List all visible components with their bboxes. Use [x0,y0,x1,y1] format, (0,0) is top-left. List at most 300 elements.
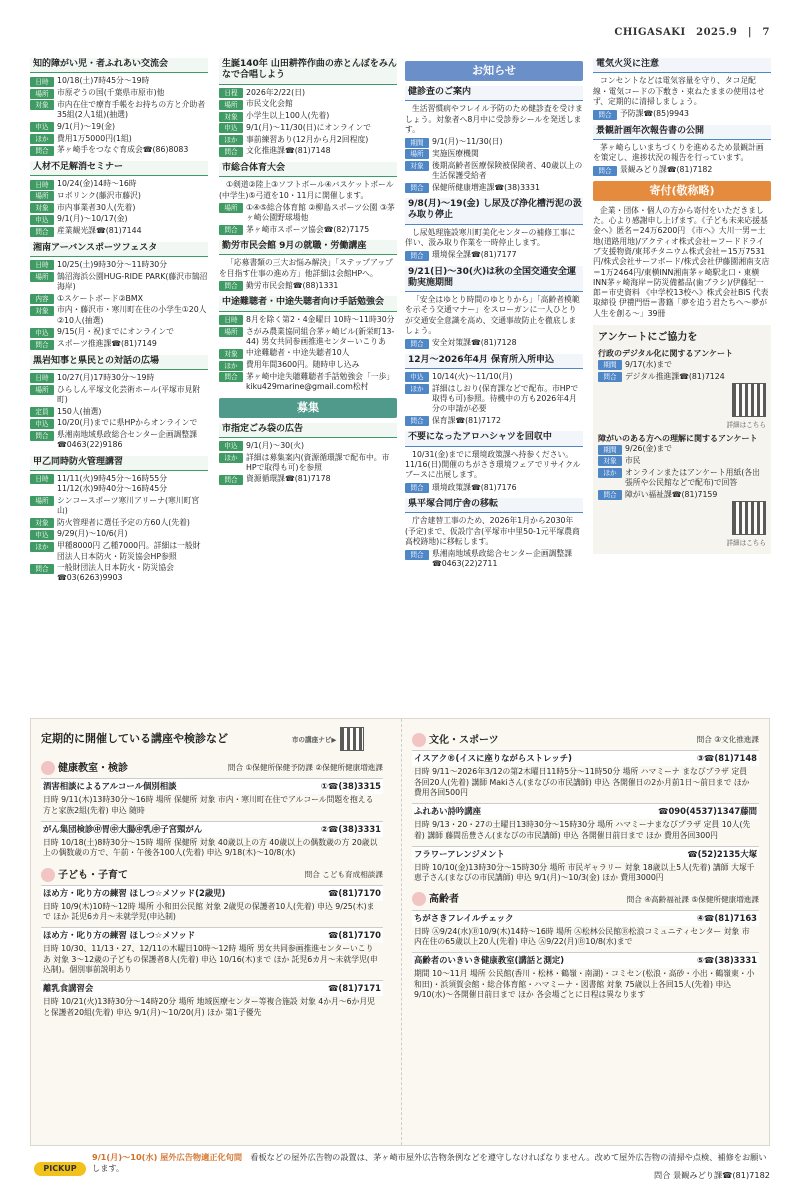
row-tag: 問合 [219,475,243,485]
category-dot-icon [41,761,55,775]
info-row [30,203,208,214]
row-value: 11/11(火)9時45分～16時55分 11/12(水)9時40分～16時45分 [57,473,168,494]
row-value: 費用年間3600円。随時申し込み [246,360,360,370]
info-row [219,441,397,452]
row-tag: 対象 [30,203,54,213]
row-tag: 場所 [30,89,54,99]
info-row [30,418,208,429]
row-value: 予防課☎(85)9943 [620,109,689,119]
course-header [412,751,759,766]
info-row [405,384,583,415]
info-row [598,490,766,501]
row-value: 8月を除く第2・4金曜日 10時～11時30分 [246,314,395,324]
info-row [30,214,208,225]
section-title: 市総合体育大会 [219,162,397,177]
course-header [41,779,383,794]
course-body: 日時 9/13・20・27の土曜日13時30分～15時30分 場所 ハマミーナまなびプラザ 定員 10人(先着) 講師 藤間岳豊さん(まなびの市民講師) 申込 各開催日前日まで ほか 費用各回300円 [414,820,751,840]
category-contact: 問合 ①保健所保健予防課 ②保健所健康増進課 [227,763,383,773]
row-tag: 問合 [30,227,54,237]
info-row [219,327,397,348]
course-title: ちがさきフレイルチェック [414,912,514,923]
info-row [219,474,397,485]
row-tag: 日時 [30,474,54,484]
row-tag: 場所 [219,203,243,213]
regular-courses-title: 定期的に開催している講座や検診など 市の講座ナビ▶ [41,727,383,751]
category-dot-icon [41,868,55,882]
course-body: 日時 10/30、11/13・27、12/11の木曜日10時～12時 場所 男女共同参画推進センターいこりあ 対象 3～12歳の子どもの保護者8人(先着) 申込 10/16(木)まで ほか 託児6カ月～未就学児(申込制)。個別事前説明あり [43,944,378,974]
category-label: 文化・スポーツ [429,735,499,746]
info-row [405,549,583,570]
info-row [219,315,397,326]
row-value: デジタル推進課☎(81)7124 [625,371,725,381]
row-tag: 申込 [30,328,54,338]
category-header [412,892,759,906]
course-title: がん集団検診㊥胃㊥大腸㊥乳㊥子宮頸がん [43,823,203,834]
notice-section [219,296,397,392]
row-tag: 問合 [219,225,243,235]
row-tag: ほか [405,384,429,394]
row-tag: 問合 [405,183,429,193]
row-tag: 問合 [405,483,429,493]
row-value: 9/1(月)～10/17(金) [57,214,128,224]
info-row [219,225,397,236]
notice-section [30,242,208,350]
course-item [412,846,759,887]
category-contact: 問合 こども育成相談課 [304,869,383,879]
course-phone: ☎(81)7170 [327,887,381,898]
row-tag: ほか [598,468,622,478]
row-value: 防火管理者に選任予定の方60人(先着) [57,517,190,527]
section-body: し尿処理施設寒川町美化センターの補修工事に伴い、汲み取り作業を一時停止します。 [405,227,576,247]
section-title: 9/8(月)～19(金) し尿及び浄化槽汚泥の汲み取り停止 [405,198,583,225]
course-title: ほめ方・叱り方の練習 ほしつ☆メソッド(2歳児) [43,887,226,898]
section-title: 電気火災に注意 [593,58,771,73]
info-row [219,203,397,224]
info-row [30,339,208,350]
row-tag: 日時 [30,180,54,190]
info-row [219,372,397,393]
row-tag: 申込 [30,530,54,540]
recruit-banner: 募集 [219,398,397,418]
course-title: ほめ方・叱り方の練習 ほしつ☆メソッド [43,930,196,941]
row-tag: ほか [30,542,54,552]
info-row [30,541,208,562]
info-row [30,373,208,384]
survey-title: アンケートにご協力を [598,332,698,343]
info-row [30,88,208,99]
row-tag: 対象 [219,349,243,359]
info-row [30,563,208,584]
row-value: 中途難聴者・中途失聴者10人 [246,348,350,358]
row-value: 9/15(月・祝)までにオンラインで [57,327,174,337]
info-row [30,179,208,190]
info-row [30,294,208,305]
info-row [405,183,583,194]
row-tag: 日程 [219,88,243,98]
category-dot-icon [412,892,426,906]
course-body: 日時 10/9(木)10時～12時 場所 小和田公民館 対象 2歳児の保護者10人(先着) 申込 9/25(木)まで ほか 託児6カ月～未就学児(申込制) [43,901,375,922]
row-tag: 日時 [219,315,243,325]
qr-code-icon[interactable] [732,501,766,535]
section-title: 健診査のご案内 [405,86,583,101]
notice-section [405,198,583,261]
info-row [405,149,583,160]
course-phone: ☎(52)2135大塚 [687,848,757,859]
column-2 [219,58,397,490]
row-value: 2026年2/22(日) [246,87,306,97]
row-tag: 対象 [598,456,622,466]
category-name [412,892,459,906]
column-1 [30,58,208,589]
info-row [30,430,208,451]
info-row [30,327,208,338]
course-phone: ⑤☎(38)3331 [696,955,757,966]
row-value: 市原ぞうの国(千葉県市原市)他 [57,88,165,98]
row-tag: ほか [30,134,54,144]
row-value: 9/1(月)～11/30(日)にオンラインで [246,122,371,132]
course-phone: ☎(81)7171 [327,983,381,994]
row-value: スポーツ推進課☎(81)7149 [57,339,157,349]
course-title: フラワーアレンジメント [414,848,505,859]
row-tag: 日時 [30,77,54,87]
row-tag: 問合 [405,416,429,426]
notice-section [219,423,397,485]
info-row [405,250,583,261]
course-body: 日時 10/18(土)8時30分～15時 場所 保健所 対象 40歳以上の方 40歳以上の偶数歳の方 20歳以上の偶数歳の方で、午前・午後各100人(先着) 申込 9/18(木)～10/8(水) [43,837,378,858]
survey-item-title: 障がいのある方への理解に関するアンケート [598,433,758,443]
section-body: ①剣道②陸上③ソフトボール④バスケットボール(中学生)⑤弓道を10・11月に開催します。 [219,180,394,200]
notice-section [30,355,208,451]
row-tag: 申込 [219,123,243,133]
course-title: ふれあい詩吟講座 [414,806,481,817]
row-value: 環境政策課☎(81)7176 [432,482,517,492]
row-tag: 問合 [405,339,429,349]
qr-code-icon[interactable] [340,727,364,751]
survey-item-title: 行政のデジタル化に関するアンケート [598,349,734,359]
row-tag: 対象 [219,112,243,122]
row-value: 市内・藤沢市・寒川町在住の小学生①20人②10人(抽選) [57,305,207,325]
regular-courses-right [401,719,769,1145]
info-row [30,226,208,237]
notice-section [30,161,208,237]
row-value: 安全対策課☎(81)7128 [432,338,517,348]
section-title: 市指定ごみ袋の広告 [219,423,397,438]
course-item [41,980,383,1021]
section-title: 12月～2026年4月 保育所入所申込 [405,354,583,369]
section-title: 黒岩知事と県民との対話の広場 [30,355,208,370]
info-row [30,496,208,517]
row-tag: 期間 [598,445,622,455]
qr-code-icon[interactable] [732,383,766,417]
column-4 [593,58,771,554]
row-value: 茅ヶ崎中途失聴難聴者手話勉強会「一歩」kiku429marine@gmail.com松村 [246,371,395,392]
row-tag: 定員 [30,407,54,417]
row-value: 10/27(月)17時30分～19時 [57,372,155,382]
row-tag: 問合 [405,251,429,261]
course-title: イスアク®(イスに座りながらストレッチ) [414,753,572,764]
row-value: 実施医療機関 [432,148,479,158]
category-header [41,761,383,775]
category-dot-icon [412,733,426,747]
row-tag: 期間 [598,360,622,370]
info-row [219,123,397,134]
row-value: 150人(抽選) [57,406,102,416]
course-phone: ②☎(38)3331 [320,823,381,834]
row-tag: ほか [219,453,243,463]
row-value: 景観みどり課☎(81)7182 [620,165,713,175]
row-tag: 申込 [405,372,429,382]
row-tag: 申込 [30,215,54,225]
row-tag: 対象 [30,518,54,528]
section-title: 知的障がい児・者ふれあい交流会 [30,58,208,73]
course-body: 日時 Ⓐ9/24(水)Ⓑ10/9(木)14時～16時 場所 Ⓐ松林公民館Ⓑ松浪コミュニティセンター 対象 市内在住の65歳以上20人(先着) 申込 Ⓐ9/22(月)Ⓑ10/8(水)まで [414,926,750,946]
section-body: 10/31(金)までに環境政策課へ持参ください。11/16(日)開催のちがさき環境フェアでリサイクルブースに出展します。 [405,449,581,480]
row-value: 9/17(水)まで [625,359,672,369]
row-value: 市内在住で療育手帳をお持ちの方と介助者35組(2人1組)(抽選) [57,99,206,120]
course-header [41,886,383,901]
section-body: 「応募書類の三大お悩み解決」「ステップアップを目指す仕事の進め方」他詳細は会館HPへ。 [219,258,393,278]
info-row [598,468,766,489]
row-tag: 内容 [30,294,54,304]
row-tag: 日時 [30,373,54,383]
row-value: 小学生以上100人(先着) [246,111,330,121]
notice-section [30,58,208,156]
info-row [30,145,208,156]
section-title: 県平塚合同庁舎の移転 [405,498,583,513]
category-contact: 問合 ④高齢福祉課 ⑤保健所健康増進課 [626,894,759,904]
course-phone: ③☎(81)7148 [696,753,757,764]
info-row [30,260,208,271]
info-row [219,360,397,371]
info-row [598,372,766,383]
notice-section [405,431,583,493]
donation-banner: 寄付(敬称略) [593,181,771,201]
course-item [41,778,383,819]
row-tag: 問合 [593,166,617,176]
info-row [30,191,208,202]
course-navi-link[interactable]: 市の講座ナビ▶ [291,736,337,744]
section-title: 勤労市民会館 9月の就職・労働講座 [219,240,397,255]
pickup-bar [30,1152,770,1184]
info-row [593,165,771,176]
row-tag: 場所 [30,385,54,395]
row-value: 費用1万5000円(1組) [57,133,132,143]
course-item [412,750,759,801]
info-row [219,99,397,110]
pickup-contact: 問合 景観みどり課☎(81)7182 [654,1170,770,1180]
row-tag: ほか [219,361,243,371]
row-value: 産業観光課☎(81)7144 [57,226,142,236]
info-row [405,161,583,182]
row-value: 9/1(月)～19(金) [57,121,116,131]
section-body: 生活習慣病やフレイル予防のため健診査を受けましょう。対象者へ8月中に受診券シールを発送します。 [405,104,583,134]
row-tag: 問合 [30,564,54,574]
section-body: 茅ヶ崎らしいまちづくりを進めるため景観計画を策定し、進捗状況の報告を行っています。 [593,142,764,163]
course-body: 日時 9/11(木)13時30分～16時 場所 保健所 対象 市内・寒川町在住でアルコール問題を抱える方と家族2組(先着) 申込 随時 [43,795,374,815]
category-header [41,868,383,882]
section-title: 景観計画年次報告書の公開 [593,125,771,140]
info-row [30,134,208,145]
category-name [41,761,128,775]
page-header-title: CHIGASAKI 2025.9 | 7 [614,27,770,38]
row-tag: 場所 [30,496,54,506]
course-item [412,803,759,844]
info-row [30,122,208,133]
row-value: 保健所健康増進課☎(38)3331 [432,182,540,192]
row-value: 茅ヶ崎市スポーツ協会☎(82)7175 [246,224,370,234]
row-tag: ほか [219,135,243,145]
category-label: 健康教室・検診 [58,763,128,774]
info-row [219,111,397,122]
section-title: 甲乙同時防火管理講習 [30,456,208,471]
info-row [405,338,583,349]
notice-section [405,86,583,193]
row-tag: 日時 [30,260,54,270]
row-value: ひらしん平塚文化芸術ホール(平塚市見附町) [57,384,201,404]
info-row [30,529,208,540]
pickup-text: 9/1(月)～10(水) 屋外広告物適正化旬間 看板などの屋外広告物の設置は、茅ヶ崎市屋外広告物条例などを遵守しなければなりません。改めて屋外広告物の清掃や点検、補修をお願いします。 [92,1152,767,1174]
info-row [30,100,208,121]
row-tag: 申込 [30,122,54,132]
course-title: 高齢者のいきいき健康教室(講話と測定) [414,955,565,966]
course-body: 日時 10/10(金)13時30分～15時30分 場所 市民ギャラリー 対象 18歳以上5人(先着) 講師 大塚千恵子さん(まなびの市民講師) 申込 9/1(月)～10/3(金) ほか 費用3000円 [414,862,755,883]
row-tag: 対象 [30,100,54,110]
row-tag: 期間 [405,138,429,148]
row-value: 事前練習あり(12月から月2回程度) [246,134,369,144]
notice-section [30,456,208,584]
info-row [30,305,208,326]
info-row [405,416,583,427]
row-value: 障がい福祉課☎(81)7159 [625,489,718,499]
section-title: 湘南アーバンスポーツフェスタ [30,242,208,257]
notice-section [219,240,397,291]
donation-text: 企業・団体・個人の方から寄付をいただきました。心より感謝申し上げます。《子ども未来応援基金へ》匿名＝24万6200円 《市へ》大川一男＝土地(道路用地)/アクティオ株式会社＝フードドライブ支援物資/東邦チタニウム株式会社＝15万7531円/株式会社サーフボード/株式会社伊藤園湘南支店＝1万2464円/東横INN湘南茅ヶ崎駅北口・東横INN茅ヶ崎海岸＝防災備蓄品(歯ブラシ)/伊藤紀一郎＝市史資料 《中学校13校へ》株式会社BiS 代表取締役 伊禮門悟＝書籍「夢を追う君たちへ～夢が人生を創る～」39冊 [593,205,770,318]
course-item [41,927,383,978]
course-phone: ④☎(81)7163 [696,912,757,923]
course-body: 期間 10～11月 場所 公民館(香川・松林・鶴嶺・南湖)・コミセン(松浪・高砂・小出・鶴嶺東・小和田)・浜須賀会館・総合体育館・ハマミーナ・図書館 対象 75歳以上各回15人(先着) 申込 9/10(水)～各開催日前日まで ほか 各会場ごとに日程は異なります [414,969,755,999]
row-value: 9/1(月)～30(火) [246,440,305,450]
section-body: 庁舎建替工事のため、2026年1月から2030年(予定)まで、仮設庁舎(平塚市中里50-1元平塚農商高校跡地)に移転します。 [405,516,580,546]
row-value: 10/24(金)14時～16時 [57,179,137,189]
category-name [41,868,128,882]
course-header [412,911,759,926]
category-name [412,733,499,747]
course-item [41,821,383,862]
notice-section [593,125,771,176]
info-row [405,137,583,148]
qr-block [598,501,766,547]
notice-section [405,266,583,349]
course-phone: ☎090(4537)1347藤間 [658,806,757,817]
category-contact: 問合 ③文化推進課 [696,735,759,745]
course-header [41,822,383,837]
course-item [41,885,383,926]
notice-section [405,498,583,570]
row-value: 10/18(土)7時45分～19時 [57,76,150,86]
info-row [30,407,208,418]
row-value: ①④⑤総合体育館 ②柳島スポーツ公園 ③茅ヶ崎公園野球場他 [246,202,395,223]
row-tag: 場所 [30,272,54,282]
row-value: 勤労市民会館☎(88)1331 [246,280,339,290]
row-value: 10/14(火)～11/10(月) [432,371,513,381]
course-phone: ①☎(38)3315 [320,781,381,792]
row-value: 資源循環課☎(81)7178 [246,474,331,484]
row-value: 後期高齢者医療保険被保険者、40歳以上の生活保護受給者 [432,160,583,180]
info-row [219,135,397,146]
row-value: 9/1(月)～11/30(日) [432,137,503,147]
info-row [598,360,766,371]
info-row [219,453,397,474]
course-phone: ☎(81)7170 [327,930,381,941]
section-title: 人材不足解消セミナー [30,161,208,176]
course-body: 日時 9/11～2026年3/12の第2木曜日11時5分～11時50分 場所 ハマミーナ まなびプラザ 定員 各回20人(先着) 講師 Makiさん(まなびの市民講師) 申込 各開催日の2か月前1日～前日まで ほか 費用各回500円 [414,767,750,797]
row-value: 保育課☎(81)7172 [432,415,501,425]
pickup-badge: PICKUP [34,1162,86,1176]
section-body: 「安全はゆとり時間のゆとりから」「高齢者模範を示そう交通マナー」をスローガンに一人ひとりが交通安全意識を高め、交通事故防止を徹底しましょう。 [405,295,580,335]
info-row [30,272,208,293]
info-row [30,76,208,87]
qr-label: 詳細はこちら [726,538,766,547]
row-value: 鵠沼海浜公園HUG-RIDE PARK(藤沢市鵠沼海岸) [57,271,208,292]
row-tag: 場所 [405,149,429,159]
column-3 [405,58,583,575]
notice-section [219,162,397,235]
page-header [0,0,800,44]
info-row [405,372,583,383]
section-body: コンセントなどは電気容量を守り、タコ足配線・電気コードの下敷き・束ねたままの使用はせず、定期的に清掃しましょう。 [593,76,765,106]
row-tag: 対象 [405,161,429,171]
row-tag: 対象 [30,306,54,316]
row-tag: 申込 [30,419,54,429]
category-label: 高齢者 [429,894,459,906]
row-tag: 問合 [219,372,243,382]
row-value: 9/29(月)～10/6(月) [57,529,128,539]
info-row [219,348,397,359]
row-value: 詳細はしおり(保育課などで配布。市HPで取得も可)参照。待機中の方も2026年4月分の申請が必要 [432,383,579,414]
info-row [30,518,208,529]
info-row [598,456,766,467]
qr-block [598,383,766,429]
regular-courses-left [31,719,393,1145]
course-title: 酒害相談によるアルコール個別相談 [43,781,177,792]
category-label: 子ども・子育て [58,869,128,881]
info-row [598,444,766,455]
info-row [593,109,771,120]
row-tag: 場所 [30,191,54,201]
survey-box [593,325,771,554]
row-value: 市民 [625,455,641,465]
info-row [219,146,397,157]
row-tag: 場所 [219,327,243,337]
row-tag: 問合 [30,340,54,350]
row-value: 10/25(土)9時30分～11時30分 [57,259,168,269]
course-item [412,910,759,951]
row-value: オンラインまたはアンケート用紙(各出張所や公民館などで配布)で回答 [625,467,760,487]
row-value: 文化推進課☎(81)7148 [246,146,331,156]
course-item [412,952,759,1003]
row-tag: 問合 [30,431,54,441]
course-header [41,981,383,996]
info-row [30,474,208,495]
notice-section [593,58,771,120]
row-tag: 問合 [219,147,243,157]
section-title: 9/21(日)～30(火)は秋の全国交通安全運動実施期間 [405,266,583,293]
course-header [412,804,759,819]
row-tag: 問合 [405,550,429,560]
info-row [219,281,397,292]
row-value: 10/20(月)までに県HPからオンラインで [57,418,198,428]
row-tag: 問合 [30,146,54,156]
